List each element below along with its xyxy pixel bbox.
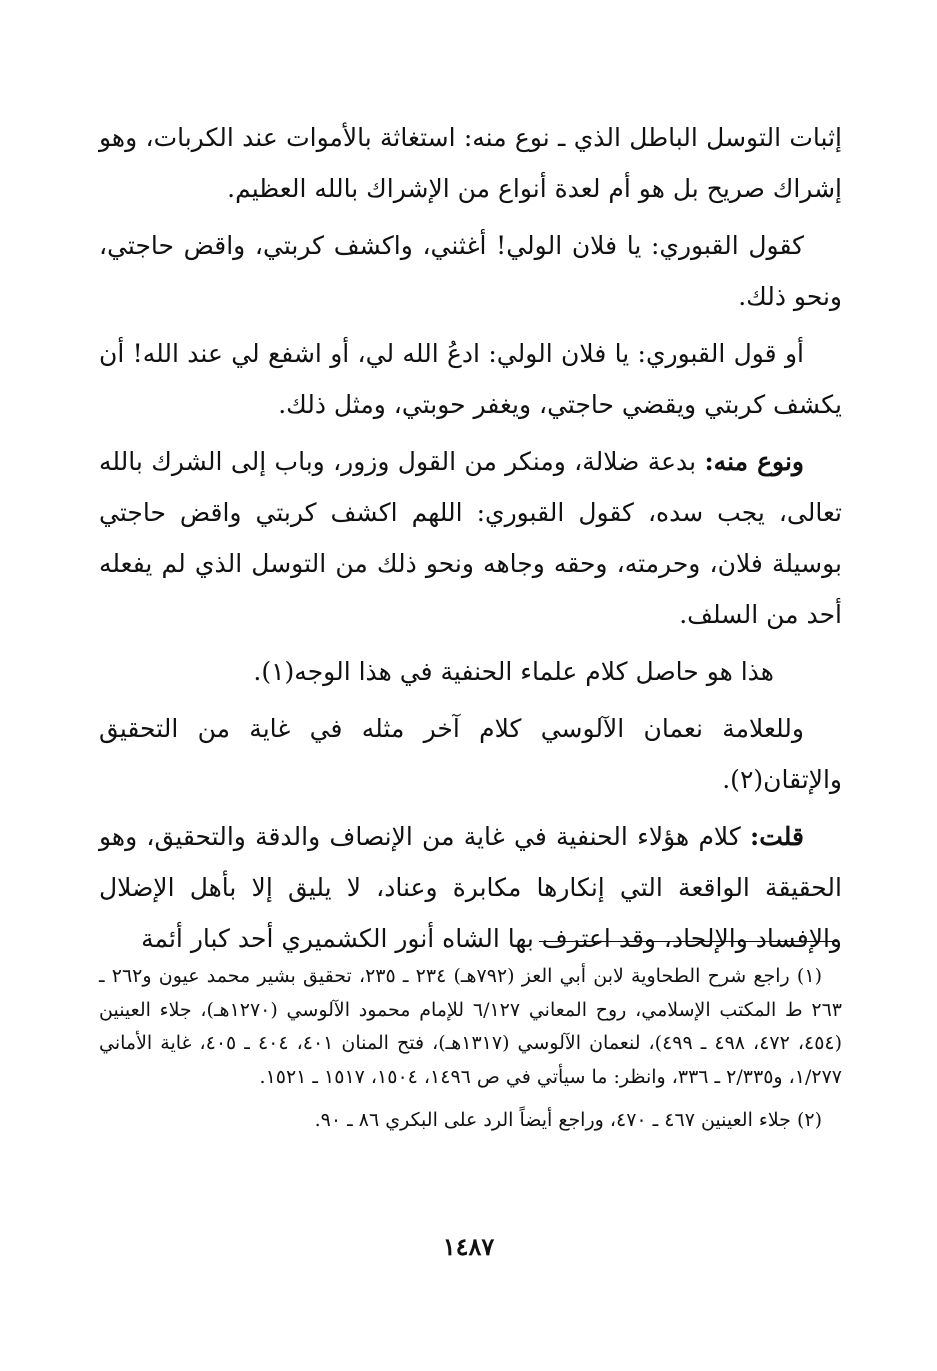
- page-number: ١٤٨٧: [442, 1232, 495, 1261]
- paragraph-2-text: كقول القبوري: يا فلان الولي! أغثني، واكشف كربتي، واقض حاجتي، ونحو ذلك.: [99, 231, 842, 311]
- paragraph-6-text: وللعلامة نعمان الآلوسي كلام آخر مثله في غاية من التحقيق والإتقان(٢).: [99, 714, 842, 794]
- paragraph-5: [99, 646, 842, 697]
- paragraph-3: [99, 328, 842, 430]
- paragraph-2: [99, 220, 842, 322]
- paragraph-7-lead: قلت:: [749, 822, 804, 851]
- paragraph-3-text: أو قول القبوري: يا فلان الولي: ادعُ الله لي، أو اشفع لي عند الله! أن يكشف كربتي ويقضي حاجتي، ويغفر حوبتي، ومثل ذلك.: [99, 339, 842, 419]
- paragraph-1: [99, 112, 842, 214]
- paragraph-4-lead: ونوع منه:: [704, 447, 804, 476]
- main-text: [99, 112, 842, 964]
- paragraph-5-text: هذا هو حاصل كلام علماء الحنفية في هذا الوجه(١).: [253, 657, 774, 686]
- paragraph-7-text: كلام هؤلاء الحنفية في غاية من الإنصاف والدقة والتحقيق، وهو الحقيقة الواقعة التي إنكارها مكابرة وعناد، لا يليق إلا بأهل الإضلال والإفساد والإلحاد، وقد اعترف بها الشاه أنور الكشميري أحد كبار أئمة: [99, 822, 842, 953]
- footnote-separator: [539, 941, 839, 942]
- paragraph-6: [99, 703, 842, 805]
- paragraph-4-text: بدعة ضلالة، ومنكر من القول وزور، وباب إلى الشرك بالله تعالى، يجب سده، كقول القبوري: اللهم اكشف كربتي واقض حاجتي بوسيلة فلان، وحرمته، وحقه وجاهه ونحو ذلك من التوسل الذي لم يفعله أحد من السلف.: [99, 447, 842, 629]
- paragraph-1-text: إثبات التوسل الباطل الذي ـ نوع منه: استغاثة بالأموات عند الكربات، وهو إشراك صريح بل هو أم لعدة أنواع من الإشراك بالله العظيم.: [99, 123, 842, 203]
- footnotes: [99, 960, 842, 1138]
- paragraph-4: [99, 436, 842, 640]
- footnote-2: (٢) جلاء العينين ٤٦٧ ـ ٤٧٠، وراجع أيضاً الرد على البكري ٨٦ ـ ٩٠.: [314, 1109, 822, 1131]
- footnote-1: (١) راجع شرح الطحاوية لابن أبي العز (٧٩٢هـ) ٢٣٤ ـ ٢٣٥، تحقيق بشير محمد عيون و٢٦٢ ـ ٢٦٣ ط المكتب الإسلامي، روح المعاني ٦/١٢٧ للإمام محمود الآلوسي (١٢٧٠هـ)، جلاء العينين (٤٥٤، ٤٧٢، ٤٩٨ ـ ٤٩٩)، لنعمان الآلوسي (١٣١٧هـ)، فتح المنان ٤٠١، ٤٠٤ ـ ٤٠٥، غاية الأماني ١/٢٧٧، و٢/٣٣٥ ـ ٣٣٦، وانظر: ما سيأتي في ص ١٤٩٦، ١٥٠٤، ١٥١٧ ـ ١٥٢١.: [99, 965, 843, 1088]
